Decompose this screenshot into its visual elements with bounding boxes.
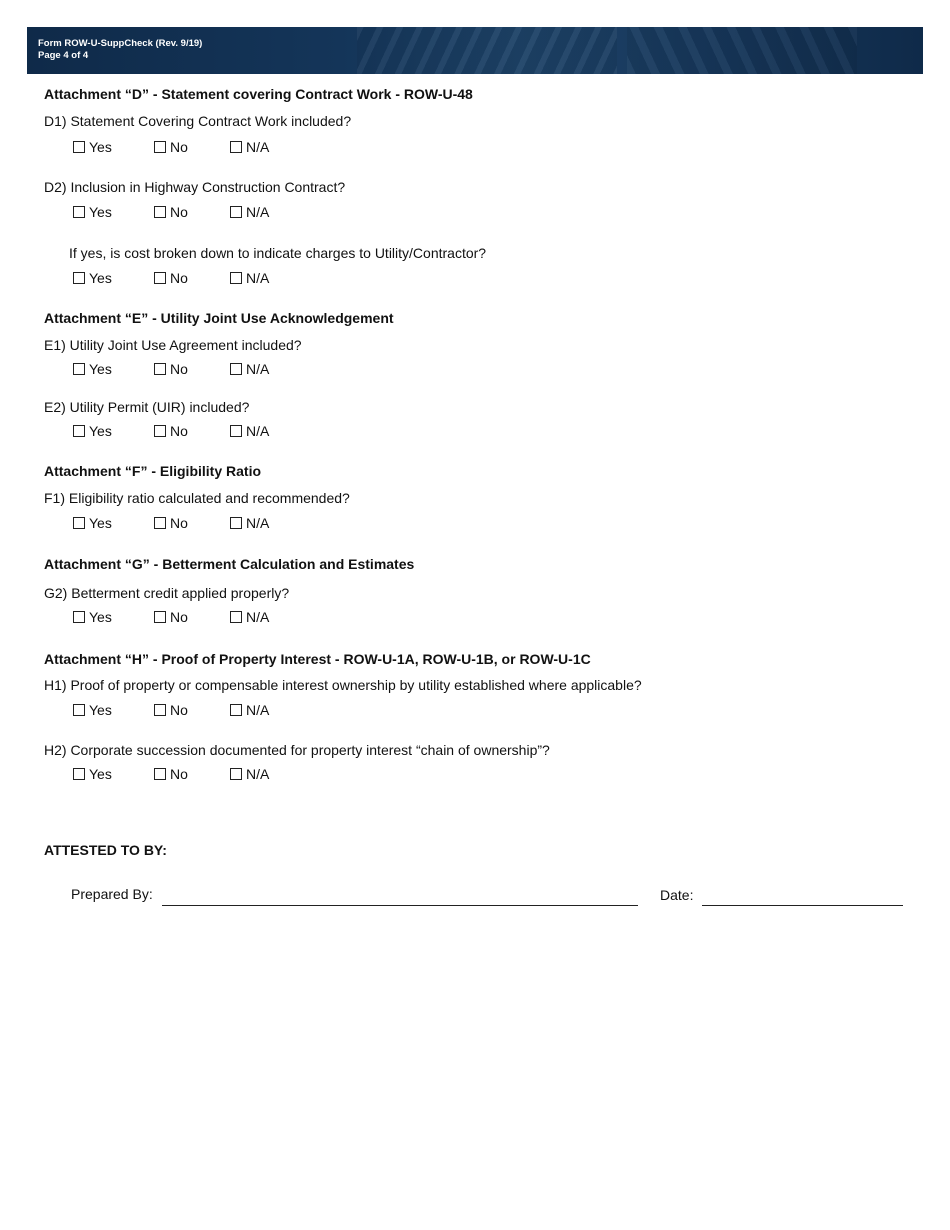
options-f1 (73, 515, 313, 533)
checkbox-icon[interactable] (230, 768, 242, 780)
option-yes[interactable]: Yes (73, 766, 112, 782)
checkbox-icon[interactable] (230, 206, 242, 218)
option-no[interactable]: No (154, 204, 188, 220)
checkbox-icon[interactable] (230, 704, 242, 716)
question-e2: E2) Utility Permit (UIR) included? (44, 399, 250, 415)
options-e2 (73, 423, 313, 441)
page-number: Page 4 of 4 (38, 50, 89, 61)
checkbox-icon[interactable] (73, 363, 85, 375)
option-na[interactable]: N/A (230, 609, 269, 625)
question-f1: F1) Eligibility ratio calculated and recommended? (44, 490, 350, 506)
option-na[interactable]: N/A (230, 270, 269, 286)
attested-heading: ATTESTED TO BY: (44, 842, 167, 858)
checkbox-icon[interactable] (154, 517, 166, 529)
options-e1 (73, 361, 313, 379)
checkbox-icon[interactable] (154, 768, 166, 780)
section-d-title: Attachment “D” - Statement covering Contract Work - ROW-U-48 (44, 86, 473, 102)
option-yes[interactable]: Yes (73, 139, 112, 155)
option-yes[interactable]: Yes (73, 702, 112, 718)
options-d2-sub (73, 270, 313, 288)
option-yes[interactable]: Yes (73, 270, 112, 286)
option-na[interactable]: N/A (230, 139, 269, 155)
checkbox-icon[interactable] (73, 704, 85, 716)
checkbox-icon[interactable] (73, 611, 85, 623)
option-no[interactable]: No (154, 139, 188, 155)
checkbox-icon[interactable] (154, 141, 166, 153)
option-yes[interactable]: Yes (73, 204, 112, 220)
checkbox-icon[interactable] (154, 611, 166, 623)
checkbox-icon[interactable] (73, 272, 85, 284)
option-yes[interactable]: Yes (73, 361, 112, 377)
question-d2-sub: If yes, is cost broken down to indicate charges to Utility/Contractor? (69, 245, 487, 261)
option-na[interactable]: N/A (230, 766, 269, 782)
section-e-title: Attachment “E” - Utility Joint Use Acknowledgement (44, 310, 394, 326)
option-yes[interactable]: Yes (73, 423, 112, 439)
checkbox-icon[interactable] (154, 206, 166, 218)
checkbox-icon[interactable] (154, 425, 166, 437)
section-h-title: Attachment “H” - Proof of Property Interest - ROW-U-1A, ROW-U-1B, or ROW-U-1C (44, 651, 591, 667)
checkbox-icon[interactable] (154, 363, 166, 375)
options-d1 (73, 139, 313, 157)
checkbox-icon[interactable] (73, 141, 85, 153)
checkbox-icon[interactable] (230, 517, 242, 529)
prepared-by-field[interactable] (162, 888, 638, 906)
question-d1: D1) Statement Covering Contract Work included? (44, 113, 352, 129)
checkbox-icon[interactable] (230, 272, 242, 284)
date-label: Date: (660, 887, 694, 903)
option-na[interactable]: N/A (230, 423, 269, 439)
option-no[interactable]: No (154, 361, 188, 377)
checkbox-icon[interactable] (230, 425, 242, 437)
option-no[interactable]: No (154, 702, 188, 718)
option-no[interactable]: No (154, 515, 188, 531)
question-h1: H1) Proof of property or compensable interest ownership by utility established where applicable? (44, 677, 642, 693)
checkbox-icon[interactable] (73, 425, 85, 437)
option-no[interactable]: No (154, 423, 188, 439)
option-no[interactable]: No (154, 766, 188, 782)
checkbox-icon[interactable] (154, 272, 166, 284)
question-d2: D2) Inclusion in Highway Construction Contract? (44, 179, 346, 195)
option-no[interactable]: No (154, 270, 188, 286)
checkbox-icon[interactable] (73, 517, 85, 529)
section-g-title: Attachment “G” - Betterment Calculation and Estimates (44, 556, 415, 572)
prepared-by-label: Prepared By: (71, 886, 153, 902)
options-d2 (73, 204, 313, 222)
form-header (27, 27, 923, 74)
question-g2: G2) Betterment credit applied properly? (44, 585, 290, 601)
option-na[interactable]: N/A (230, 204, 269, 220)
question-e1: E1) Utility Joint Use Agreement included? (44, 337, 302, 353)
checkbox-icon[interactable] (230, 141, 242, 153)
checkbox-icon[interactable] (154, 704, 166, 716)
options-g2 (73, 609, 313, 627)
options-h2 (73, 766, 313, 784)
option-na[interactable]: N/A (230, 515, 269, 531)
option-yes[interactable]: Yes (73, 515, 112, 531)
checkbox-icon[interactable] (230, 363, 242, 375)
option-yes[interactable]: Yes (73, 609, 112, 625)
checkbox-icon[interactable] (73, 768, 85, 780)
options-h1 (73, 702, 313, 720)
question-h2: H2) Corporate succession documented for property interest “chain of ownership”? (44, 742, 550, 758)
date-field[interactable] (702, 888, 903, 906)
option-na[interactable]: N/A (230, 361, 269, 377)
checkbox-icon[interactable] (230, 611, 242, 623)
option-na[interactable]: N/A (230, 702, 269, 718)
checkbox-icon[interactable] (73, 206, 85, 218)
option-no[interactable]: No (154, 609, 188, 625)
form-id: Form ROW-U-SuppCheck (Rev. 9/19) (38, 38, 203, 49)
section-f-title: Attachment “F” - Eligibility Ratio (44, 463, 262, 479)
